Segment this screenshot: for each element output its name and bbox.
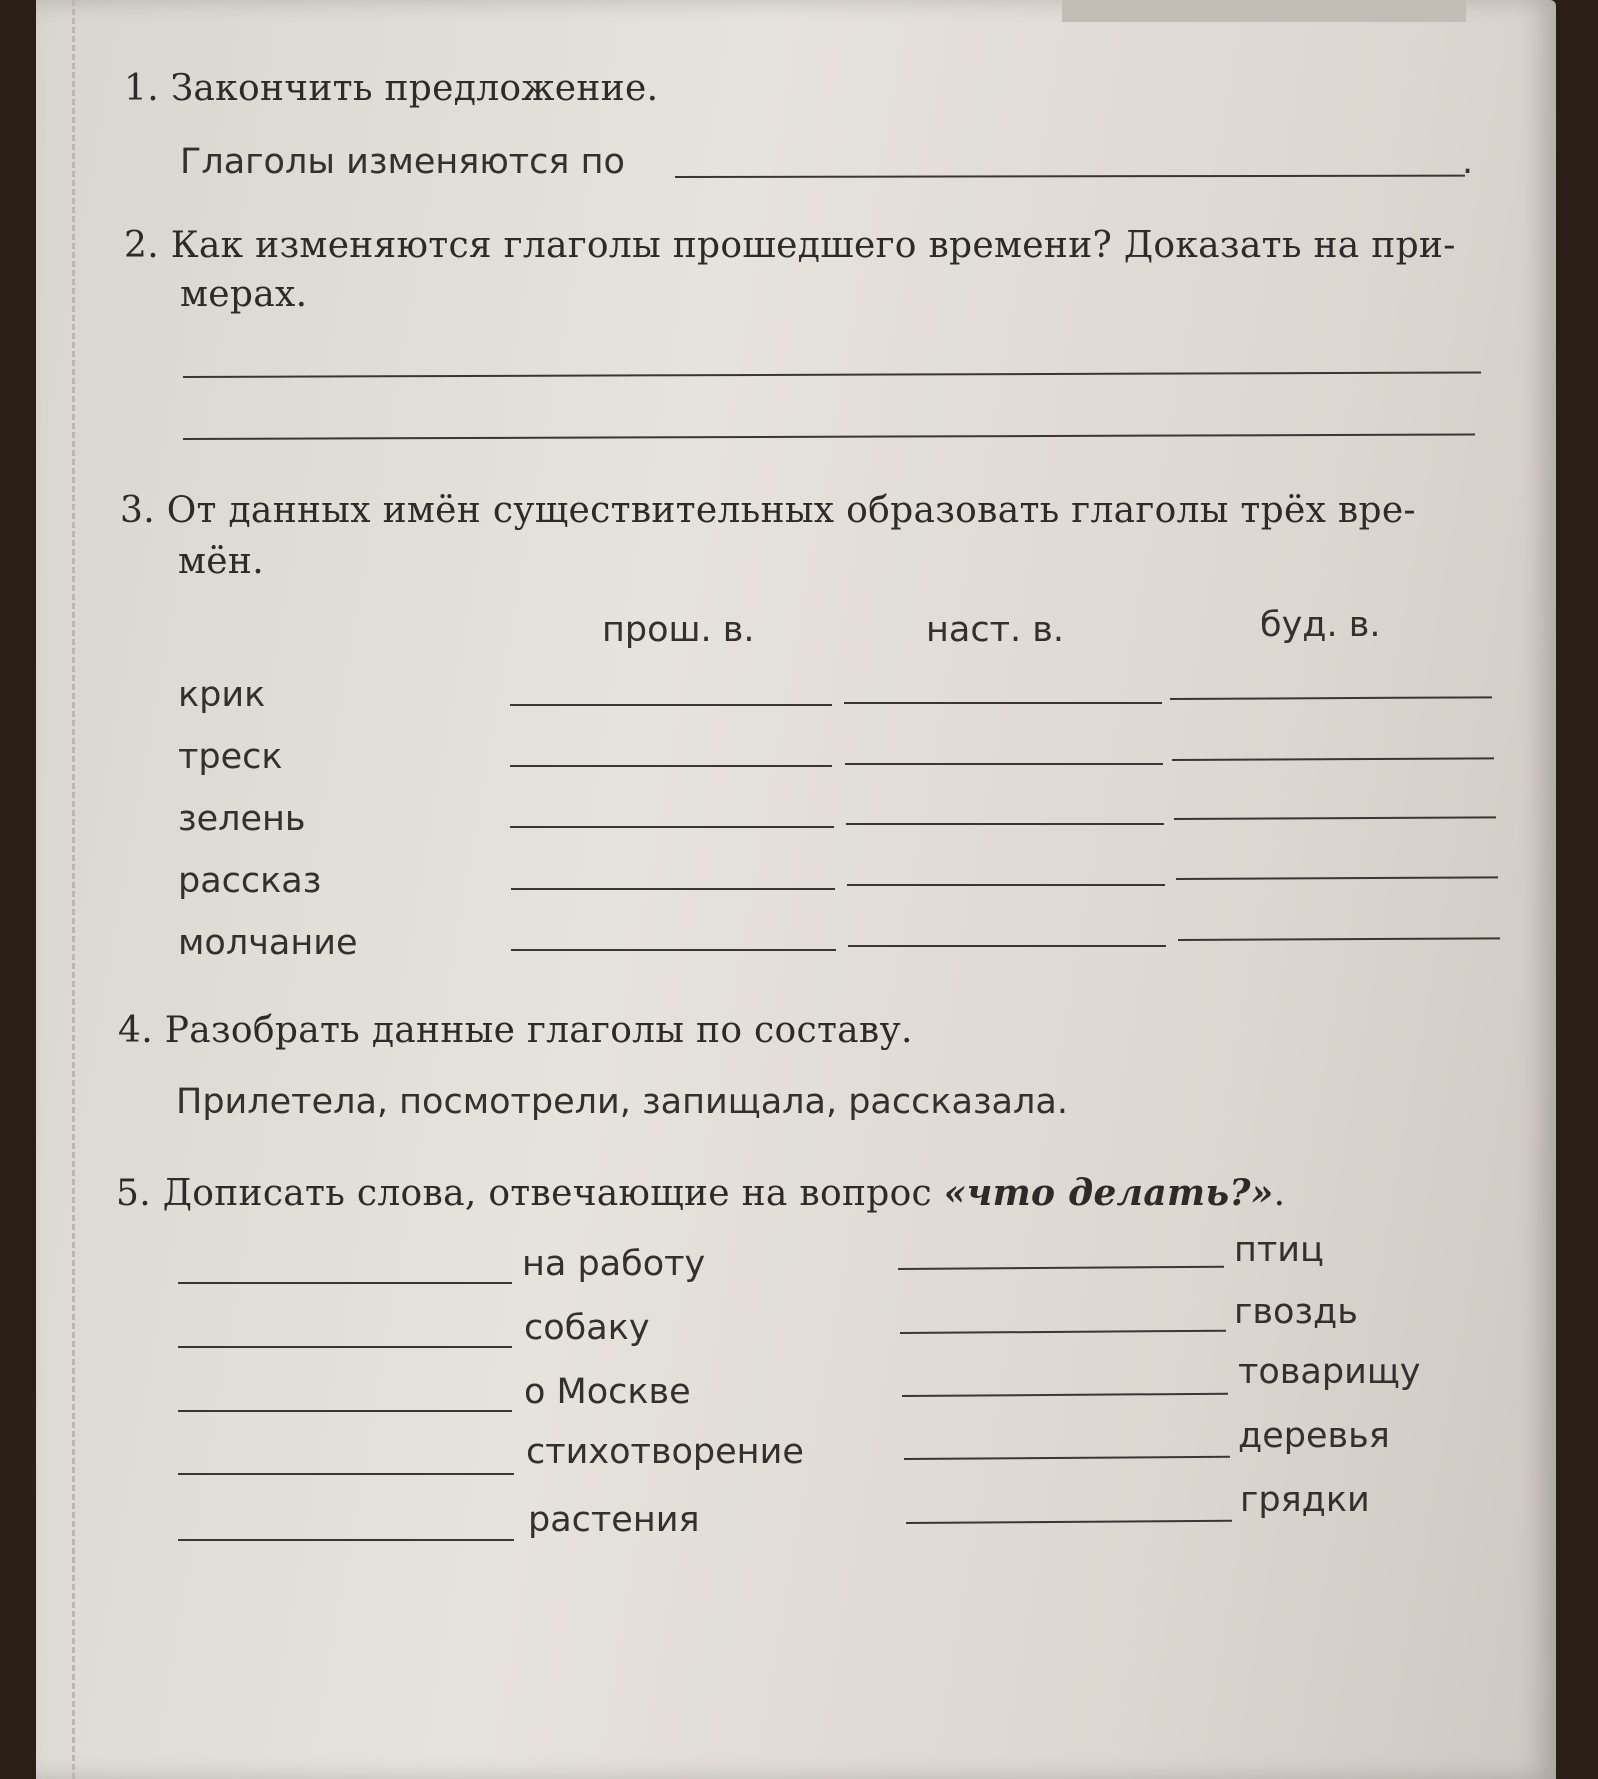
task-4-heading: 4. Разобрать данные глаголы по составу. [118,1010,913,1051]
task-3-column-present: наст. в. [926,610,1064,650]
task-3-answer-line[interactable] [848,945,1166,947]
task-3-answer-line[interactable] [510,765,832,767]
task-5-answer-line[interactable] [178,1539,514,1541]
task-3-word: треск [178,737,283,777]
task-3-answer-line[interactable] [844,702,1162,704]
task-5-right-word: товарищу [1238,1352,1421,1392]
task-5-right-word: птиц [1234,1230,1324,1270]
task-5-question: «что делать?» [943,1172,1274,1214]
page-binding-edge [72,0,75,1779]
task-1-heading: 1. Закончить предложение. [124,68,659,109]
task-3-word: крик [178,675,266,715]
task-3-word: молчание [178,923,358,963]
task-3-answer-line[interactable] [511,888,835,890]
task-3-answer-line[interactable] [847,884,1165,886]
task-1-sentence: Глаголы изменяются по [180,142,625,182]
task-5-left-word: о Москве [524,1372,691,1412]
task-3-answer-line[interactable] [510,826,834,828]
task-3-heading-line-2: мён. [178,541,264,582]
task-5-right-word: гвоздь [1234,1292,1358,1332]
task-3-answer-line[interactable] [511,949,836,951]
task-1-period: . [1462,142,1474,182]
task-5-answer-line[interactable] [178,1473,514,1475]
task-5-heading-end: . [1273,1173,1286,1214]
task-3-answer-line[interactable] [845,763,1163,765]
task-3-answer-line[interactable] [846,823,1164,825]
task-5-heading-text: 5. Дописать слова, отвечающие на вопрос [116,1173,944,1214]
task-5-left-word: растения [528,1500,700,1540]
task-5-left-word: собаку [524,1308,650,1348]
task-3-heading-line-1: 3. От данных имён существительных образовать глаголы трёх вре- [120,490,1416,531]
task-3-word: рассказ [178,861,322,901]
variant-header-tab [1062,0,1466,22]
task-3-column-past: прош. в. [602,610,755,650]
task-5-heading [116,1172,1285,1214]
task-3-column-future: буд. в. [1260,605,1381,645]
task-5-answer-line[interactable] [178,1282,512,1284]
task-5-left-word: на работу [522,1244,706,1284]
task-4-verbs: Прилетела, посмотрели, запищала, рассказала. [176,1082,1068,1122]
task-3-answer-line[interactable] [510,704,832,706]
task-5-right-word: грядки [1240,1480,1370,1520]
task-5-right-word: деревья [1238,1416,1390,1456]
task-3-word: зелень [178,799,306,839]
task-5-answer-line[interactable] [178,1346,512,1348]
task-5-left-word: стихотворение [526,1432,804,1472]
task-5-answer-line[interactable] [178,1410,512,1412]
task-2-heading-line-1: 2. Как изменяются глаголы прошедшего времени? Доказать на при- [124,225,1456,266]
task-2-heading-line-2: мерах. [180,274,308,315]
